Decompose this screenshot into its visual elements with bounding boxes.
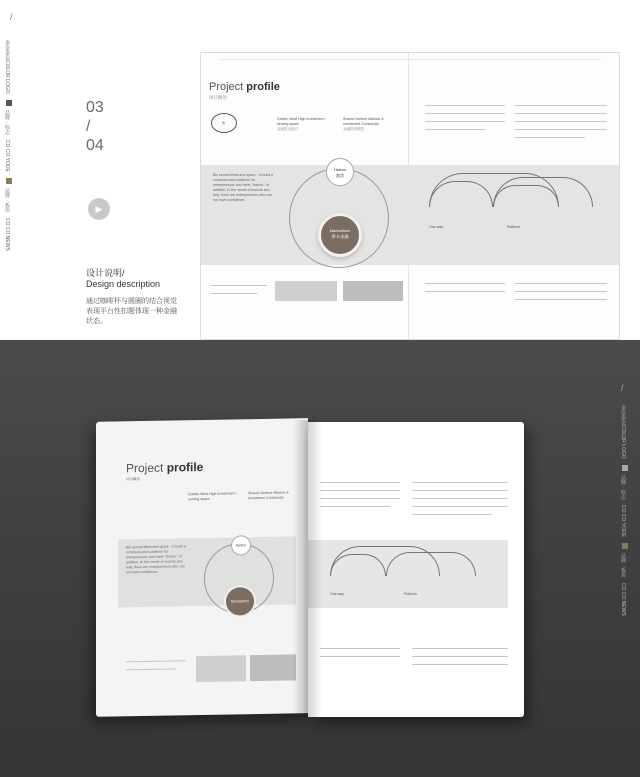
corner-slash-right: / [621, 383, 624, 393]
mag-arc-3 [386, 552, 476, 576]
text-line [515, 137, 585, 138]
text-line [425, 283, 505, 284]
flat-spread-preview [200, 52, 620, 340]
header-rule [221, 59, 601, 60]
arc-4 [493, 177, 593, 207]
text-line [515, 299, 607, 300]
mag-col2: Shared Venture Alliance & Investment Community [248, 490, 289, 501]
harbor-circle: Harbor 港湾 [326, 158, 354, 186]
magazine-right-page [308, 422, 524, 717]
design-title-en: Design description [86, 279, 161, 289]
text-line [412, 482, 508, 483]
text-line [320, 490, 400, 491]
text-line [320, 498, 400, 499]
sidebar-label-3: CO CO YOUE [4, 140, 10, 172]
mag-one-way: One-way [330, 592, 345, 596]
magazine-left-page [96, 418, 308, 717]
swatch-light-icon [622, 465, 628, 471]
sidebar-label-1: 泰安泰安COLOR LOGO [4, 40, 10, 94]
photo-2 [343, 281, 403, 301]
text-line [320, 656, 400, 657]
text-line [320, 648, 400, 649]
text-line [412, 648, 508, 649]
text-line [412, 656, 508, 657]
top-panel [0, 0, 640, 340]
sidebar-label-2: 品牌 · 标志 [620, 474, 626, 500]
magazine-mockup [96, 420, 526, 720]
mag-subtitle: 项目概况 [126, 477, 140, 482]
page-number: 03 / 04 [86, 99, 104, 154]
text-line [412, 498, 508, 499]
text-line [211, 285, 267, 286]
text-line [211, 293, 257, 294]
text-line [412, 490, 508, 491]
sidebar-label-2: 品牌 · 标志 [4, 109, 10, 135]
sidebar-label-3: CO CO YOUE [620, 505, 626, 537]
text-line [126, 660, 186, 662]
mag-col1: Golden West High Investment • serving space [188, 491, 237, 502]
sidebar-label-5: CO CO NEWS [620, 583, 626, 617]
cup-stamp-icon: ☕ [211, 113, 237, 133]
text-line [425, 105, 505, 106]
band-text: Bin served West and space · to build a communication platform for entrepreneurs and meet "Harbor". In addition, to the needs of tourists and lady, there are entrepreneurs who can not have confidence. [213, 173, 273, 202]
text-line [515, 105, 607, 106]
magazine-gutter [292, 420, 322, 717]
mag-photo-2 [250, 654, 296, 681]
mag-platform: Platform [404, 592, 418, 596]
col1: Golden West High Investment • serving space 金融资金配对 [277, 117, 326, 131]
text-line [425, 121, 505, 122]
sidebar-label-5: CO CO NEWS [4, 218, 10, 252]
platform-label: Platform [507, 225, 521, 229]
text-line [515, 291, 607, 292]
text-line [412, 514, 492, 515]
text-line [425, 291, 505, 292]
sidebar-label-1: 泰安泰安COLOR LOGO [620, 405, 626, 459]
swatch-olive-icon [622, 543, 628, 549]
swatch-olive-icon [6, 178, 12, 184]
mag-harbor: Harbor [231, 535, 251, 555]
spread-subtitle: 项目概况 [209, 95, 227, 100]
mag-cup: Macha/bmv [224, 585, 256, 618]
corner-slash: / [10, 12, 13, 22]
design-description: 通过咖啡杯与圆圈的结合视觉表现平台性扣题体现一种金融状态。 [86, 298, 177, 325]
text-line [425, 129, 485, 130]
spread-title: Project profile [209, 81, 280, 93]
one-way-label: One-way [429, 225, 444, 229]
mag-band-text: Bin served West and space · to build a communication platform for entrepreneurs and meet "Harbor". In addition, to the needs of tourists and lady, there are entrepreneurs who can not have confidence. [126, 544, 186, 575]
col2: Shared Venture Alliance & Investment Community 金融投资联盟 [343, 117, 384, 131]
text-line [320, 506, 390, 507]
text-line [412, 506, 508, 507]
text-line [126, 668, 176, 670]
mag-photo-1 [196, 655, 246, 682]
text-line [515, 113, 607, 114]
vertical-sidebar-left [4, 40, 14, 257]
text-line [320, 482, 400, 483]
design-title-cn: 设计说明/ [86, 268, 125, 278]
vertical-sidebar-right [620, 405, 630, 622]
sidebar-label-4: 品牌 · 板块 [4, 187, 10, 213]
coffee-cup: Macha/bmv 摩卡/金融 [318, 213, 362, 257]
swatch-dark-icon [6, 100, 12, 106]
text-line [515, 121, 607, 122]
text-line [412, 664, 508, 665]
text-line [515, 283, 607, 284]
mag-title: Project profile [126, 459, 204, 476]
play-button[interactable] [88, 198, 110, 220]
photo-1 [275, 281, 337, 301]
text-line [515, 129, 607, 130]
play-icon: ▶ [95, 203, 103, 214]
text-line [425, 113, 505, 114]
sidebar-label-4: 品牌 · 板块 [620, 552, 626, 578]
